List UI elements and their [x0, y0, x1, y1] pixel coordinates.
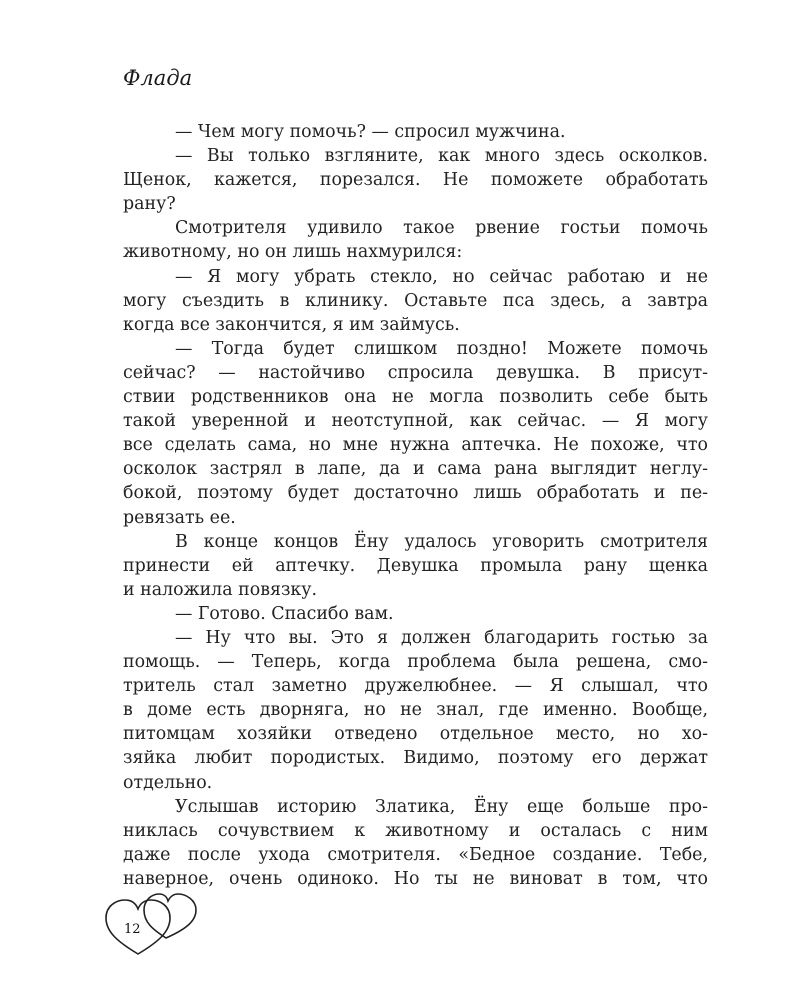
text-line: — Чем могу помочь? — спросил мужчина. [175, 122, 566, 142]
text-line: ствии родственников она не могла позволить себе быть [123, 387, 708, 408]
text-line: никлась сочувствием к животному и осталась с ним [123, 820, 708, 841]
text-line: ревязать ее. [123, 507, 236, 528]
text-line: помощь. — Теперь, когда проблема была решена, смо- [123, 652, 708, 673]
text-line: принести ей аптечку. Девушка промыла рану щенка [123, 555, 708, 576]
paragraph [123, 265, 708, 337]
text-line: рану? [123, 194, 176, 215]
body-text [123, 120, 708, 891]
text-line: сейчас? — настойчиво спросила девушка. В присут- [123, 362, 708, 383]
paragraph [123, 626, 708, 795]
text-line: тритель стал заметно дружелюбнее. — Я слышал, что [123, 676, 708, 697]
text-line: В конце концов Ёну удалось уговорить смотрителя [175, 531, 708, 552]
text-line: такой уверенной и неотступной, как сейчас. — Я могу [123, 411, 708, 432]
text-line: отдельно. [123, 772, 213, 793]
text-line: и наложила повязку. [123, 579, 318, 600]
text-line: наверное, очень одиноко. Но ты не виноват в том, что [123, 868, 708, 889]
text-line: — Я могу убрать стекло, но сейчас работаю и не [175, 266, 708, 287]
text-line: могу съездить в клинику. Оставьте пса здесь, а завтра [123, 290, 708, 311]
text-line: бокой, поэтому будет достаточно лишь обработать и пе- [123, 483, 708, 504]
text-line: даже после ухода смотрителя. «Бедное создание. Тебе, [123, 844, 708, 865]
paragraph [123, 120, 708, 144]
text-line: — Готово. Спасибо вам. [175, 603, 394, 624]
text-line: зяйка любит породистых. Видимо, поэтому его держат [123, 748, 708, 769]
text-line: когда все закончится, я им займусь. [123, 314, 460, 335]
paragraph [123, 337, 708, 530]
double-heart-icon [98, 880, 208, 960]
paragraph [123, 602, 708, 626]
text-line: — Вы только взгляните, как много здесь осколков. [175, 146, 708, 167]
page-number: 12 [124, 922, 141, 937]
text-line: животному, но он лишь нахмурился: [123, 242, 463, 263]
text-line: питомцам хозяйки отведено отдельное место, но хо- [123, 724, 708, 745]
paragraph [123, 795, 708, 891]
text-line: Услышав историю Златика, Ёну еще больше про- [175, 796, 708, 817]
text-line: Щенок, кажется, порезался. Не поможете обработать [123, 170, 708, 191]
paragraph [123, 144, 708, 216]
text-line: — Тогда будет слишком поздно! Можете помочь [175, 338, 708, 359]
text-line: в доме есть дворняга, но не знал, где именно. Вообще, [123, 700, 708, 721]
paragraph [123, 216, 708, 264]
text-line: все сделать сама, но мне нужна аптечка. Не похоже, что [123, 435, 708, 456]
text-line: — Ну что вы. Это я должен благодарить гостью за [175, 627, 708, 648]
text-line: осколок застрял в лапе, да и сама рана выглядит неглу- [123, 459, 708, 480]
paragraph [123, 530, 708, 602]
text-line: Смотрителя удивило такое рвение гостьи помочь [175, 218, 708, 239]
running-header: Флада [123, 66, 193, 90]
